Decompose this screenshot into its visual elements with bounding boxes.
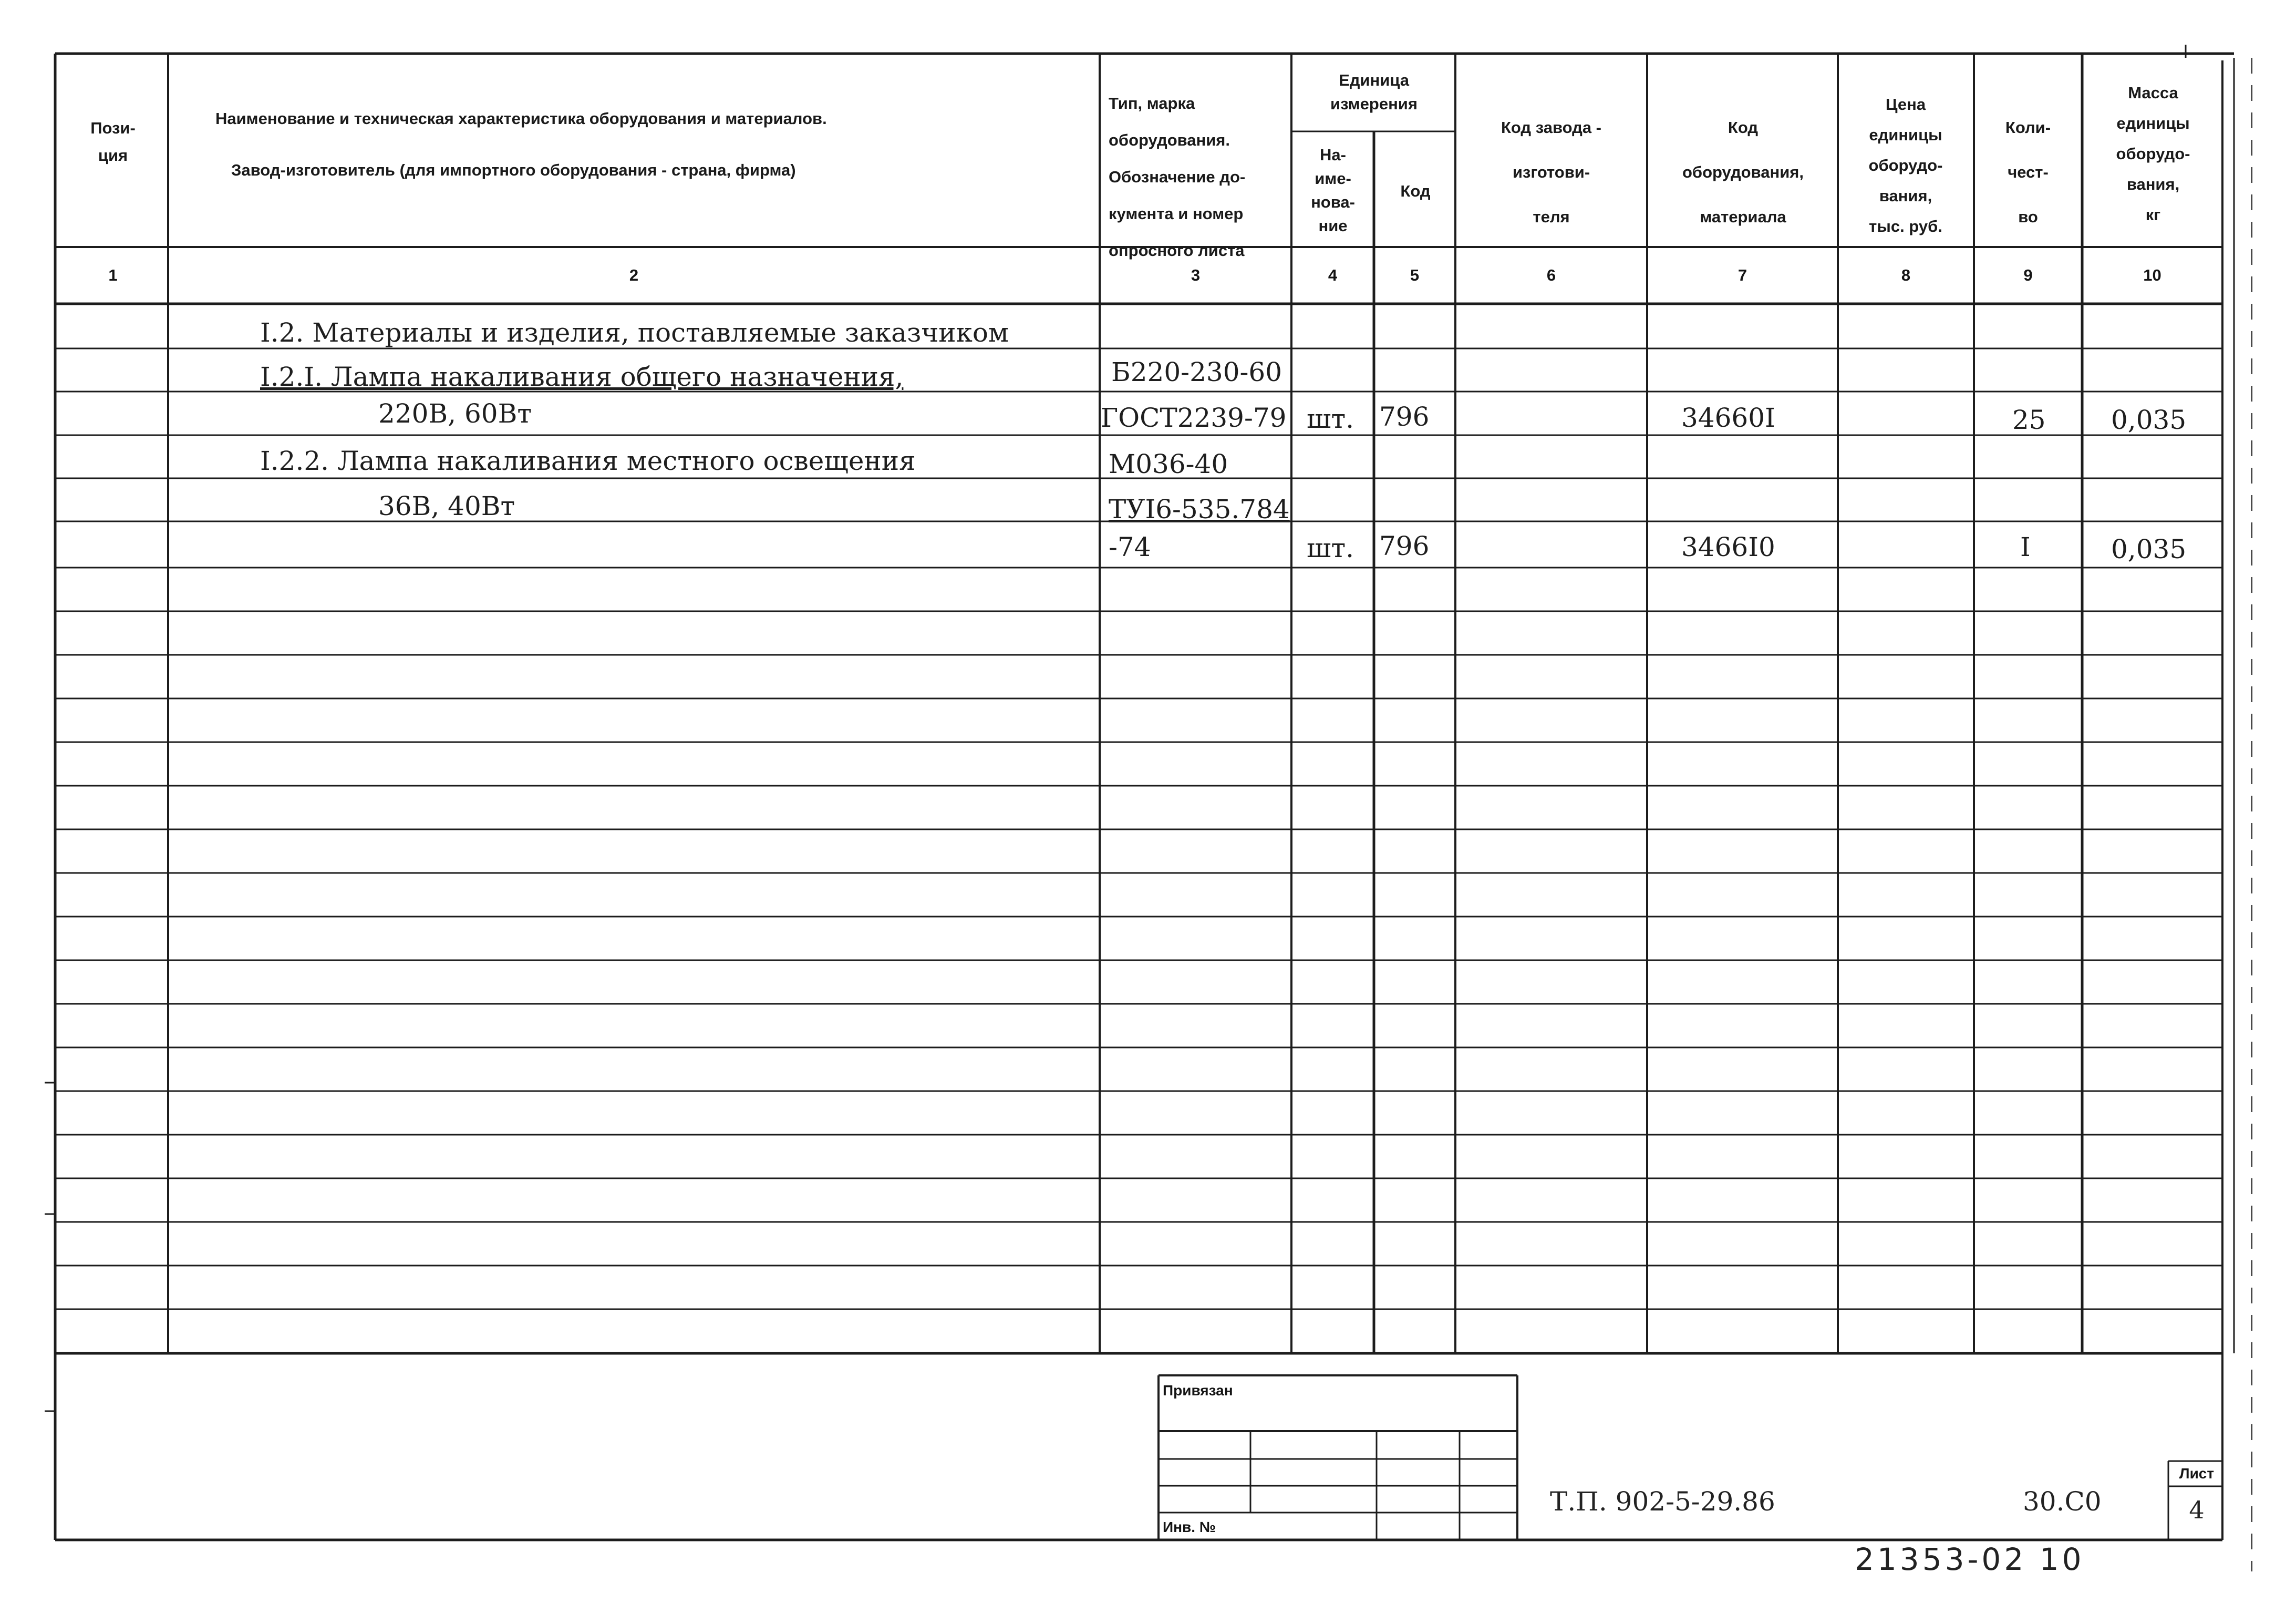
table-row-quantity: 25 [2012, 405, 2046, 435]
column-number: 10 [2143, 266, 2161, 284]
table-row-name: I.2.2. Лампа накаливания местного освещения [260, 446, 916, 476]
table-row-name: 220В, 60Вт [378, 398, 532, 429]
table-row-mass: 0,035 [2111, 534, 2187, 564]
stamp-section-code: 30.С0 [2023, 1486, 2102, 1517]
table-row-type: Б220-230-60 [1111, 357, 1283, 387]
table-row-type: ГОСТ2239-79 [1101, 403, 1287, 433]
table-row-equipment-code: 34660I [1681, 403, 1775, 433]
table-row-type: М036-40 [1109, 449, 1228, 479]
header-name-line1: Наименование и техническая характеристика оборудования и материалов. [215, 109, 827, 128]
column-number: 4 [1328, 266, 1338, 284]
table-row-name: I.2.I. Лампа накаливания общего назначения, [260, 362, 904, 392]
stamp-sheet-label: Лист [2179, 1465, 2215, 1482]
header-position: Пози- ция [90, 119, 136, 165]
table-row-quantity: I [2020, 532, 2031, 562]
stamp-privyazan: Привязан [1163, 1382, 1233, 1399]
stamp-document-code: Т.П. 902-5-29.86 [1550, 1486, 1775, 1517]
header-name-line2: Завод-изготовитель (для импортного оборудования - страна, фирма) [231, 161, 796, 179]
column-number: 1 [108, 266, 118, 284]
column-number: 9 [2023, 266, 2033, 284]
column-number: 6 [1546, 266, 1556, 284]
header-price: Цена единицы оборудо- вания, тыс. руб. [1868, 95, 1943, 235]
column-number: 7 [1737, 266, 1747, 284]
stamp-sheet-number: 4 [2189, 1496, 2205, 1524]
header-factory-code: Код завода - изготови- теля [1501, 118, 1601, 226]
header-quantity: Коли- чест- во [2005, 118, 2051, 226]
table-row-mass: 0,035 [2111, 405, 2187, 435]
table-row-unit-code: 796 [1379, 402, 1430, 432]
column-number: 8 [1901, 266, 1911, 284]
header-mass: Масса единицы оборудо- вания, кг [2116, 84, 2190, 224]
table-row-name: I.2. Материалы и изделия, поставляемые заказчиком [260, 317, 1009, 348]
header-unit-code: Код [1400, 182, 1431, 200]
table-row-name: 36В, 40Вт [378, 491, 515, 521]
table-row-unit-code: 796 [1379, 531, 1430, 561]
table-row-equipment-code: 3466I0 [1681, 532, 1775, 562]
header-unit-name: На- име- нова- ние [1311, 146, 1355, 235]
header-type: Тип, марка оборудования. Обозначение до- кумента и номер опросного листа [1109, 94, 1246, 260]
stamp-inv-number: Инв. № [1163, 1519, 1216, 1535]
table-row-type: -74 [1109, 532, 1151, 562]
column-number: 2 [629, 266, 639, 284]
header-equipment-code: Код оборудования, материала [1682, 118, 1804, 226]
table-row-unit: шт. [1307, 533, 1354, 563]
table-row-type: ТУI6-535.784 [1109, 494, 1290, 525]
table-row-unit: шт. [1307, 404, 1354, 434]
column-number: 5 [1410, 266, 1420, 284]
footer-archive-code: 21353-02 10 [1855, 1541, 2085, 1577]
column-number: 3 [1191, 266, 1201, 284]
header-unit-group: Единица измерения [1330, 71, 1418, 113]
